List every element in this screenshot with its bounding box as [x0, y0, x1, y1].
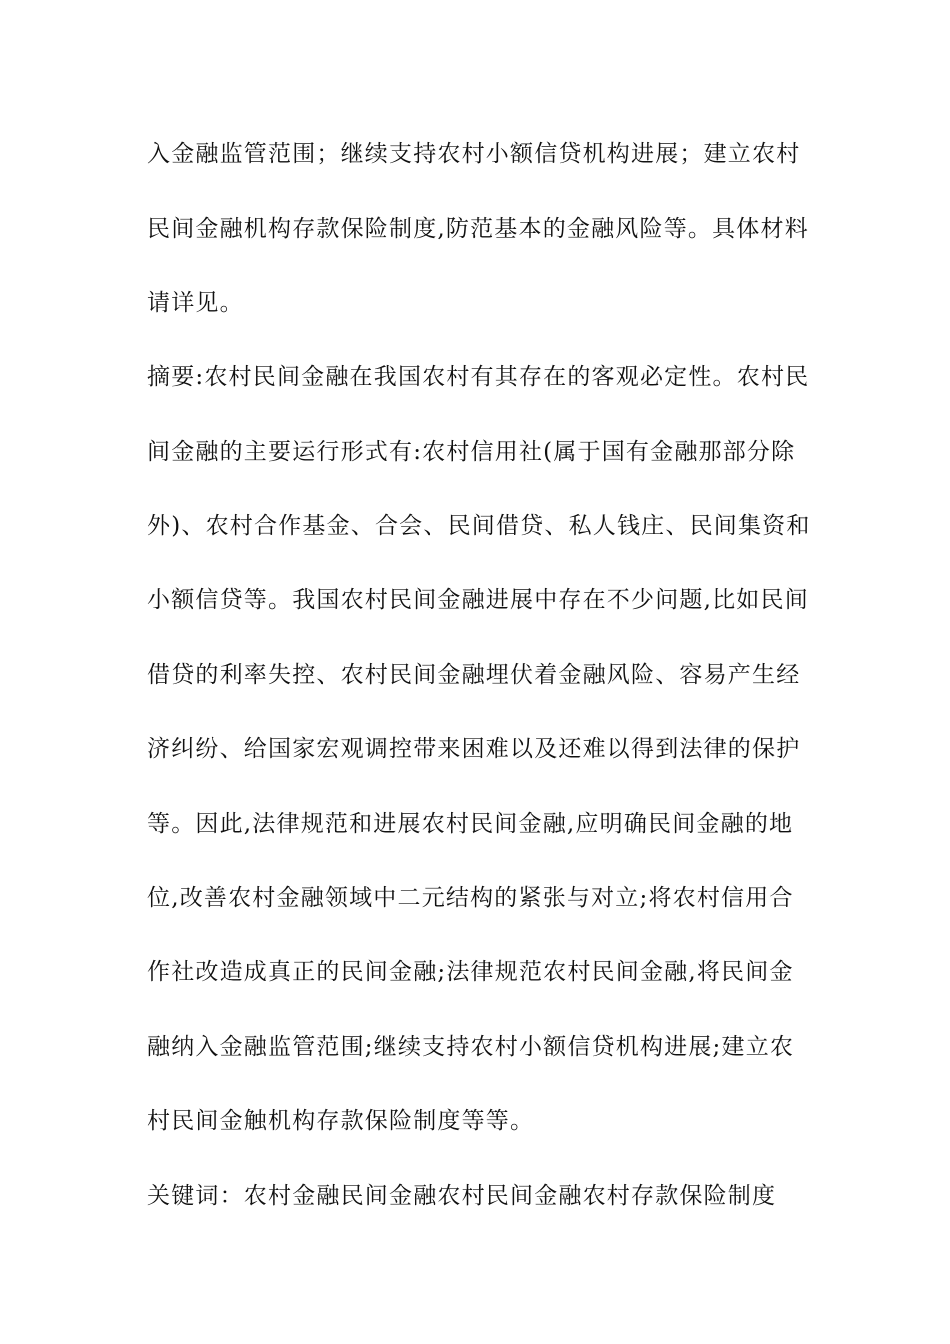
abstract-line: 位,改善农村金融领域中二元结构的紧张与对立;将农村信用合	[147, 885, 794, 911]
text-line: 民间金融机构存款保险制度,防范基本的金融风险等。具体材料	[147, 216, 809, 242]
abstract-line: 作社改造成真正的民间金融;法律规范农村民间金融,将民间金	[147, 959, 794, 985]
abstract-line: 小额信贷等。我国农村民间金融进展中存在不少问题,比如民间	[147, 587, 809, 613]
keywords-line: 关键词：农村金融民间金融农村民间金融农村存款保险制度	[147, 1183, 777, 1209]
abstract-line: 济纠纷、给国家宏观调控带来困难以及还难以得到法律的保护	[147, 736, 801, 762]
abstract-line: 借贷的利率失控、农村民间金融埋伏着金融风险、容易产生经	[147, 662, 801, 688]
abstract-line: 间金融的主要运行形式有:农村信用社(属于国有金融那部分除	[147, 439, 796, 465]
abstract-line: 摘要:农村民间金融在我国农村有其存在的客观必定性。农村民	[147, 364, 810, 390]
abstract-line: 等。因此,法律规范和进展农村民间金融,应明确民间金融的地	[147, 811, 794, 837]
abstract-line: 外)、农村合作基金、合会、民间借贷、私人钱庄、民间集资和	[147, 513, 811, 539]
text-line: 入金融监管范围；继续支持农村小额信贷机构进展；建立农村	[147, 141, 801, 167]
abstract-line: 村民间金触机构存款保险制度等等。	[147, 1108, 535, 1134]
text-line: 请详见。	[147, 290, 244, 316]
abstract-line: 融纳入金融监管范围;继续支持农村小额信贷机构进展;建立农	[147, 1034, 795, 1060]
